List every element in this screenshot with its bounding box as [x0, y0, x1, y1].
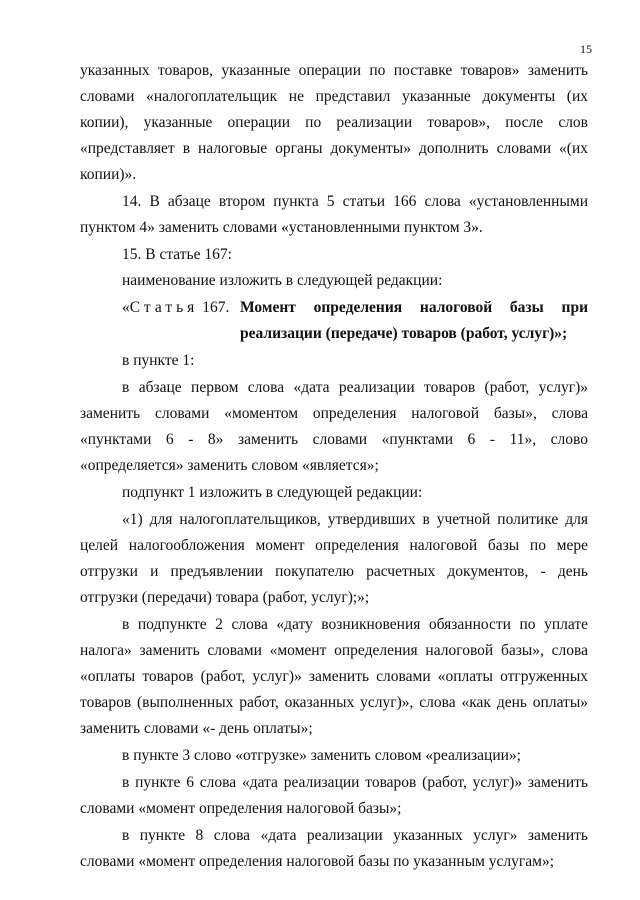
page-number: 15	[580, 42, 592, 56]
paragraph-6: в абзаце первом слова «дата реализации товаров (работ, услуг)» заменить словами «моментом определения налоговой базы», слова «пунктами 6 - 8» заменить словами «пунктами 6 - 11», слово «определяется» заменить словом «является»;	[80, 379, 588, 474]
paragraph-12: в пункте 8 слова «дата реализации указанных услуг» заменить словами «момент определения налоговой базы по указанным услугам»;	[80, 827, 588, 870]
article-heading-number: 167.	[198, 299, 230, 316]
article-heading-lead	[80, 295, 240, 321]
article-heading-word: Статья	[129, 299, 199, 316]
paragraph-11: в пункте 6 слова «дата реализации товаров (работ, услуг)» заменить словами «момент определения налоговой базы»;	[80, 774, 588, 817]
paragraph-8: «1) для налогоплательщиков, утвердивших в учетной политике для целей налогообложения момент определения налоговой базы по мере отгрузки и предъявлении покупателю расчетных документов, - день отгрузки (передачи) товара (работ, услуг);»;	[80, 511, 588, 606]
paragraph-4: наименование изложить в следующей редакции:	[122, 272, 443, 289]
paragraph-3: 15. В статье 167:	[122, 246, 232, 263]
article-heading	[80, 295, 588, 347]
document-body	[80, 58, 588, 875]
paragraph-2: 14. В абзаце втором пункта 5 статьи 166 слова «установленными пунктом 4» заменить словами «установленными пунктом 3».	[80, 193, 588, 236]
paragraph-9: в подпункте 2 слова «дату возникновения обязанности по уплате налога» заменить словами «момент определения налоговой базы», слова «оплаты товаров (работ, услуг)» заменить словами «оплаты отгруженных товаров (выполненных работ, оказанных услуг)», слова «как день оплаты» заменить словами «- день оплаты»;	[80, 616, 588, 737]
paragraph-1: указанных товаров, указанные операции по поставке товаров» заменить словами «налогоплательщик не представил указанные документы (их копии), указанные операции по реализации товаров», после слов «представляет в налоговые органы документы» дополнить словами «(их копии)».	[80, 62, 588, 183]
paragraph-5: в пункте 1:	[122, 352, 195, 369]
article-heading-prefix: «	[122, 299, 130, 316]
paragraph-10: в пункте 3 слово «отгрузке» заменить словом «реализации»;	[122, 747, 521, 764]
article-heading-title: Момент определения налоговой базы при реализации (передаче) товаров (работ, услуг)»;	[240, 299, 588, 342]
paragraph-7: подпункт 1 изложить в следующей редакции:	[122, 484, 423, 501]
